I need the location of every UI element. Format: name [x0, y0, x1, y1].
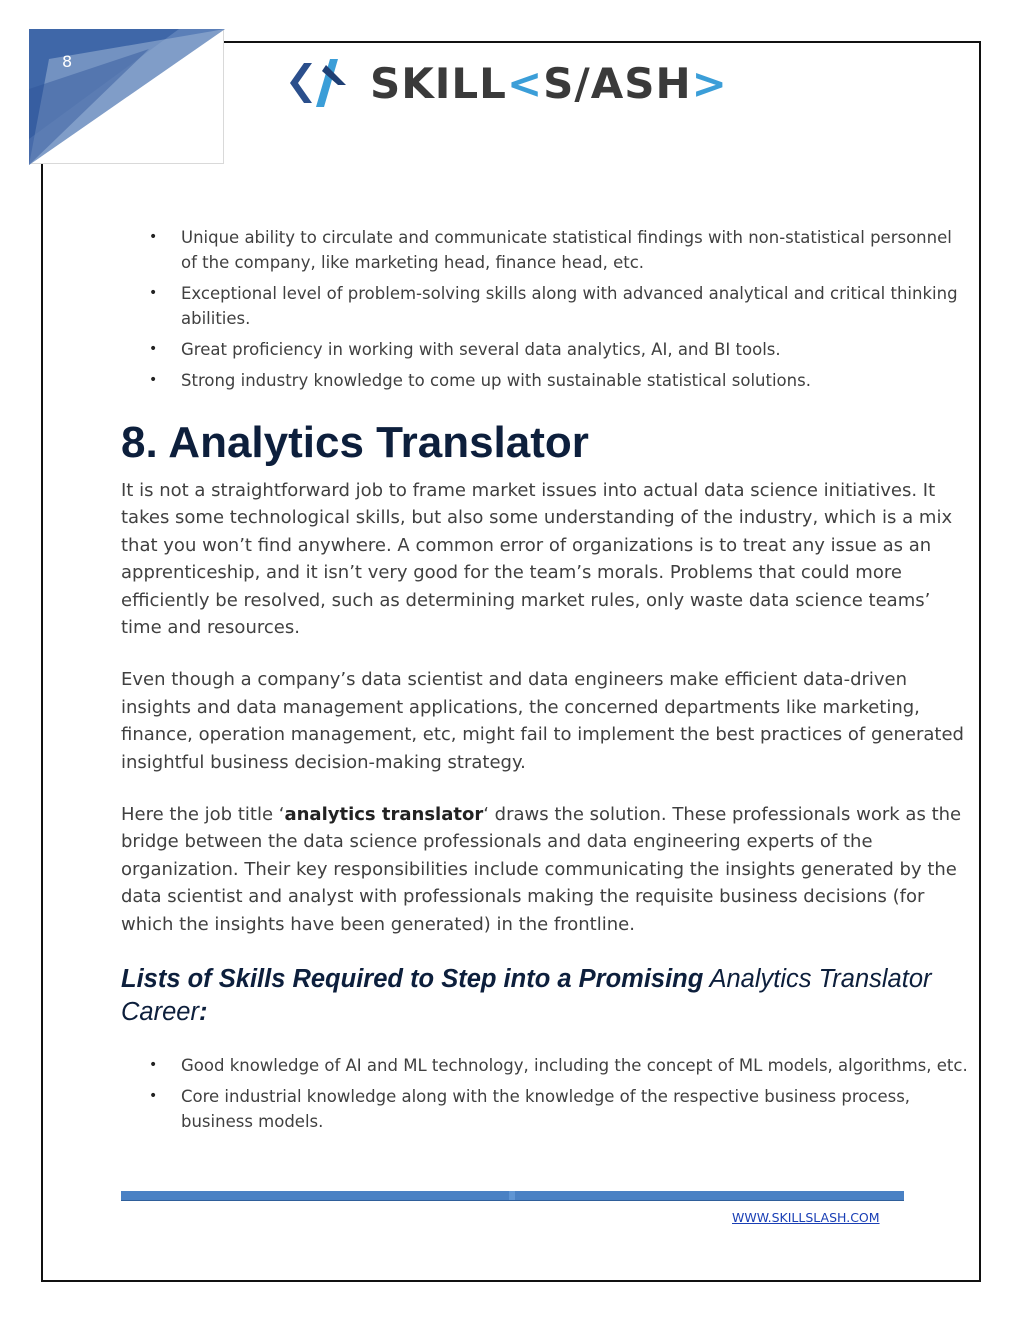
footer-divider-bar: [121, 1191, 904, 1201]
list-item: [121, 225, 969, 275]
paragraph-3-pre: Here the job title ‘: [121, 804, 285, 826]
logo-mark-icon: [286, 55, 356, 111]
paragraph-3-bold: analytics translator: [284, 804, 484, 826]
intro-bullet-list: [121, 225, 969, 393]
paragraph-2: Even though a company’s data scientist and data engineers make efficient data-driven insights and data management applications, the concerned departments like marketing, finance, operation management, etc, might fail to implement the best practices of generated insightful business decision-making strategy.: [121, 669, 964, 773]
list-item: [121, 1084, 969, 1134]
list-item-text: Core industrial knowledge along with the knowledge of the respective business process, business models.: [181, 1087, 911, 1132]
bullet-icon: •: [149, 341, 158, 357]
list-item-text: Good knowledge of AI and ML technology, including the concept of ML models, algorithms, etc.: [181, 1056, 968, 1076]
skills-bullet-list: [121, 1053, 969, 1134]
page-number: 8: [62, 52, 73, 71]
list-item-text: Great proficiency in working with several data analytics, AI, and BI tools.: [181, 340, 781, 359]
bullet-icon: •: [149, 1057, 158, 1074]
bullet-icon: •: [149, 372, 158, 388]
corner-decoration: [29, 29, 225, 165]
paragraph-1: It is not a straightforward job to frame market issues into actual data science initiatives. It takes some technological skills, but also some understanding of the industry, which is a mix that you won’t find anywhere. A common error of organizations is to treat any issue as an apprenticeship, and it isn’t very good for the team’s morals. Problems that could more efficiently be resolved, such as determining market rules, only waste data science teams’ time and resources.: [121, 480, 953, 639]
logo-text-main: SKILL: [370, 58, 507, 108]
paragraph-3: [121, 801, 969, 938]
paragraph-3-post: ‘ draws the solution. These professionals work as the bridge between the data science professionals and data engineering experts of the organization. Their key responsibilities include communicating the insights generated by the data scientist and analyst with professionals making the requisite business decisions (for which the insights have been generated) in the frontline.: [121, 804, 962, 935]
subheading-colon: :: [198, 998, 208, 1027]
logo-accent-right: >: [691, 58, 728, 108]
list-item-text: Strong industry knowledge to come up with sustainable statistical solutions.: [181, 371, 811, 390]
list-item: [121, 368, 969, 393]
logo-text-middle: S/ASH: [543, 58, 692, 108]
main-content: [121, 225, 969, 1140]
bullet-icon: •: [149, 1088, 158, 1105]
skillslash-logo: [286, 55, 728, 111]
website-link[interactable]: WWW.SKILLSLASH.COM: [732, 1210, 880, 1225]
footer-bar-notch: [509, 1191, 515, 1200]
bullet-icon: •: [149, 285, 158, 301]
bullet-icon: •: [149, 229, 158, 245]
list-item: [121, 337, 969, 362]
section-title: 8. Analytics Translator: [121, 418, 589, 467]
list-item-text: Exceptional level of problem-solving skills along with advanced analytical and critical thinking abilities.: [181, 284, 958, 328]
skills-subheading: [121, 963, 969, 1029]
subheading-bold: Lists of Skills Required to Step into a Promising: [121, 965, 704, 994]
subheading-regular: Analytics Translator Career: [121, 965, 932, 1027]
logo-wordmark: [370, 59, 728, 108]
list-item-text: Unique ability to circulate and communicate statistical findings with non-statistical personnel of the company, like marketing head, finance head, etc.: [181, 228, 952, 272]
logo-accent-left: <: [506, 58, 544, 108]
list-item: [121, 1053, 969, 1078]
list-item: [121, 281, 969, 331]
